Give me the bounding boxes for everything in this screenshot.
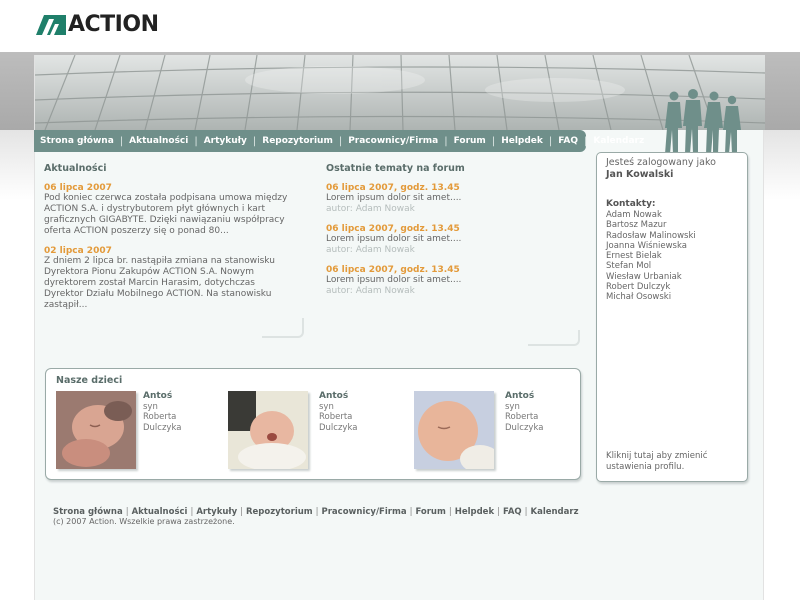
nav-separator: | — [584, 135, 588, 147]
kid-info — [505, 391, 575, 433]
forum-author: autor: Adam Nowak — [326, 204, 415, 214]
kid-relation: syn — [319, 401, 334, 412]
contact-item[interactable]: Wiesław Urbaniak — [606, 271, 682, 282]
footer-nav — [53, 507, 579, 517]
user-panel — [596, 152, 748, 482]
news-text: Z dniem 2 lipca br. nastąpiła zmiana na stanowisku Dyrektora Pionu Zakupów ACTION S.A. Nowym dyrektorem został Marcin Harasim, dotychczas Dyrektor Działu Mobilnego ACTION. Na stanowisku zastąpił... — [44, 256, 275, 310]
forum-topic: Lorem ipsum dolor sit amet.... — [326, 193, 462, 203]
contact-item[interactable]: Joanna Wiśniewska — [606, 240, 687, 251]
forum-author: autor: Adam Nowak — [326, 245, 415, 255]
logged-in-label: Jesteś zalogowany jako — [606, 157, 716, 168]
baby-photo-1[interactable] — [56, 391, 136, 469]
kid-parent-first: Roberta — [143, 412, 177, 422]
building-glass-graphic — [35, 55, 765, 130]
forum-author: autor: Adam Nowak — [326, 286, 415, 296]
forum-section-title: Ostatnie tematy na forum — [326, 163, 465, 174]
nav-separator: | — [119, 135, 124, 147]
footer-link-helpdesk[interactable]: Helpdek — [454, 507, 495, 517]
logo[interactable] — [36, 14, 158, 36]
kids-box — [45, 368, 581, 480]
forum-topic: Lorem ipsum dolor sit amet.... — [326, 234, 462, 244]
contact-item[interactable]: Ernest Bielak — [606, 251, 662, 262]
contact-item[interactable]: Adam Nowak — [606, 210, 662, 220]
forum-item[interactable] — [326, 265, 576, 296]
forum-date: 06 lipca 2007, godz. 13.45 — [326, 265, 460, 275]
baby-photo-2[interactable] — [228, 391, 308, 469]
news-item[interactable] — [44, 246, 296, 311]
nav-separator: | — [194, 135, 198, 147]
contact-item[interactable]: Michał Osowski — [606, 292, 672, 303]
footer-link-repository[interactable]: Repozytorium — [246, 507, 313, 517]
kid-parent-last: Dulczyka — [319, 422, 358, 433]
baby-photo-image — [414, 391, 494, 469]
contact-item[interactable]: Radosław Malinowski — [606, 230, 696, 241]
forum-list — [326, 183, 576, 306]
change-profile-link[interactable]: Kliknij tutaj aby zmienić ustawienia profilu. — [606, 451, 708, 472]
footer-link-news[interactable]: Aktualności — [131, 507, 188, 517]
logo-mark-icon — [36, 15, 66, 35]
footer-separator: | — [190, 507, 194, 517]
nav-separator: | — [548, 135, 553, 147]
footer-separator: | — [448, 507, 452, 517]
footer-link-employees[interactable]: Pracownicy/Firma — [321, 507, 407, 517]
nav-item-employees[interactable]: Pracownicy/Firma — [348, 136, 439, 146]
nav-separator: | — [252, 135, 257, 147]
contact-item[interactable]: Stefan Mol — [606, 261, 652, 272]
nav-item-calendar[interactable]: Kalendarz — [593, 136, 645, 146]
logo-text: ACTION — [68, 12, 159, 37]
footer-link-articles[interactable]: Artykuły — [196, 507, 238, 517]
forum-item[interactable] — [326, 183, 576, 214]
forum-date: 06 lipca 2007, godz. 13.45 — [326, 224, 460, 234]
news-section-title: Aktualności — [44, 163, 107, 174]
nav-item-faq[interactable]: FAQ — [558, 136, 579, 146]
footer-link-forum[interactable]: Forum — [415, 507, 446, 517]
baby-photo-3[interactable] — [414, 391, 494, 469]
forum-item[interactable] — [326, 224, 576, 255]
forum-date: 06 lipca 2007, godz. 13.45 — [326, 183, 460, 193]
kid-name: Antoś — [319, 391, 349, 401]
copyright: (c) 2007 Action. Wszelkie prawa zastrzeżone. — [53, 517, 235, 526]
footer-link-faq[interactable]: FAQ — [502, 507, 522, 517]
news-date: 02 lipca 2007 — [44, 246, 112, 256]
kid-name: Antoś — [143, 391, 173, 401]
kid-parent-first: Roberta — [319, 412, 353, 422]
contact-item[interactable]: Robert Dulczyk — [606, 282, 671, 293]
kid-relation: syn — [143, 401, 158, 412]
top-bar — [0, 0, 800, 52]
footer-separator: | — [315, 507, 319, 517]
news-shadow-decor — [262, 318, 304, 338]
footer-separator: | — [240, 507, 243, 517]
footer-separator: | — [409, 507, 413, 517]
news-text: Pod koniec czerwca została podpisana umowa między ACTION S.A. i dystrybutorem płyt głównych i kart graficznych GIGABYTE. Dzięki nawiązaniu współpracy oferta ACTION poszerzy się o ponad 80... — [44, 193, 288, 236]
footer-separator: | — [125, 507, 129, 517]
news-date: 06 lipca 2007 — [44, 183, 112, 193]
forum-topic: Lorem ipsum dolor sit amet.... — [326, 275, 462, 285]
forum-shadow-decor — [528, 330, 580, 346]
kid-name: Antoś — [505, 391, 535, 401]
nav-item-home[interactable]: Strona główna — [40, 136, 114, 146]
kid-info — [143, 391, 213, 433]
footer-link-calendar[interactable]: Kalendarz — [530, 507, 579, 517]
nav-item-articles[interactable]: Artykuły — [203, 136, 247, 146]
nav-separator: | — [491, 135, 496, 147]
kid-parent-last: Dulczyka — [505, 422, 544, 433]
header-image — [35, 55, 765, 130]
news-list — [44, 183, 296, 320]
nav-item-repository[interactable]: Repozytorium — [262, 136, 333, 146]
contact-item[interactable]: Bartosz Mazur — [606, 220, 667, 231]
nav-separator: | — [444, 135, 448, 147]
footer-separator: | — [497, 507, 500, 517]
footer-link-home[interactable]: Strona główna — [53, 507, 123, 517]
baby-photo-image — [228, 391, 308, 469]
kids-title: Nasze dzieci — [56, 375, 123, 386]
kid-info — [319, 391, 389, 433]
nav-item-news[interactable]: Aktualności — [129, 136, 189, 146]
nav-item-forum[interactable]: Forum — [453, 136, 486, 146]
logged-in-user: Jan Kowalski — [606, 169, 674, 180]
footer-separator: | — [524, 507, 528, 517]
news-item[interactable] — [44, 183, 296, 237]
main-nav — [34, 130, 645, 152]
people-silhouettes-graphic — [660, 88, 744, 154]
baby-photo-image — [56, 391, 136, 469]
kid-parent-first: Roberta — [505, 412, 539, 422]
kid-parent-last: Dulczyka — [143, 422, 182, 433]
contacts-title: Kontakty: — [606, 199, 656, 209]
nav-separator: | — [338, 135, 343, 147]
kid-relation: syn — [505, 401, 520, 412]
nav-item-helpdesk[interactable]: Helpdek — [501, 136, 543, 146]
